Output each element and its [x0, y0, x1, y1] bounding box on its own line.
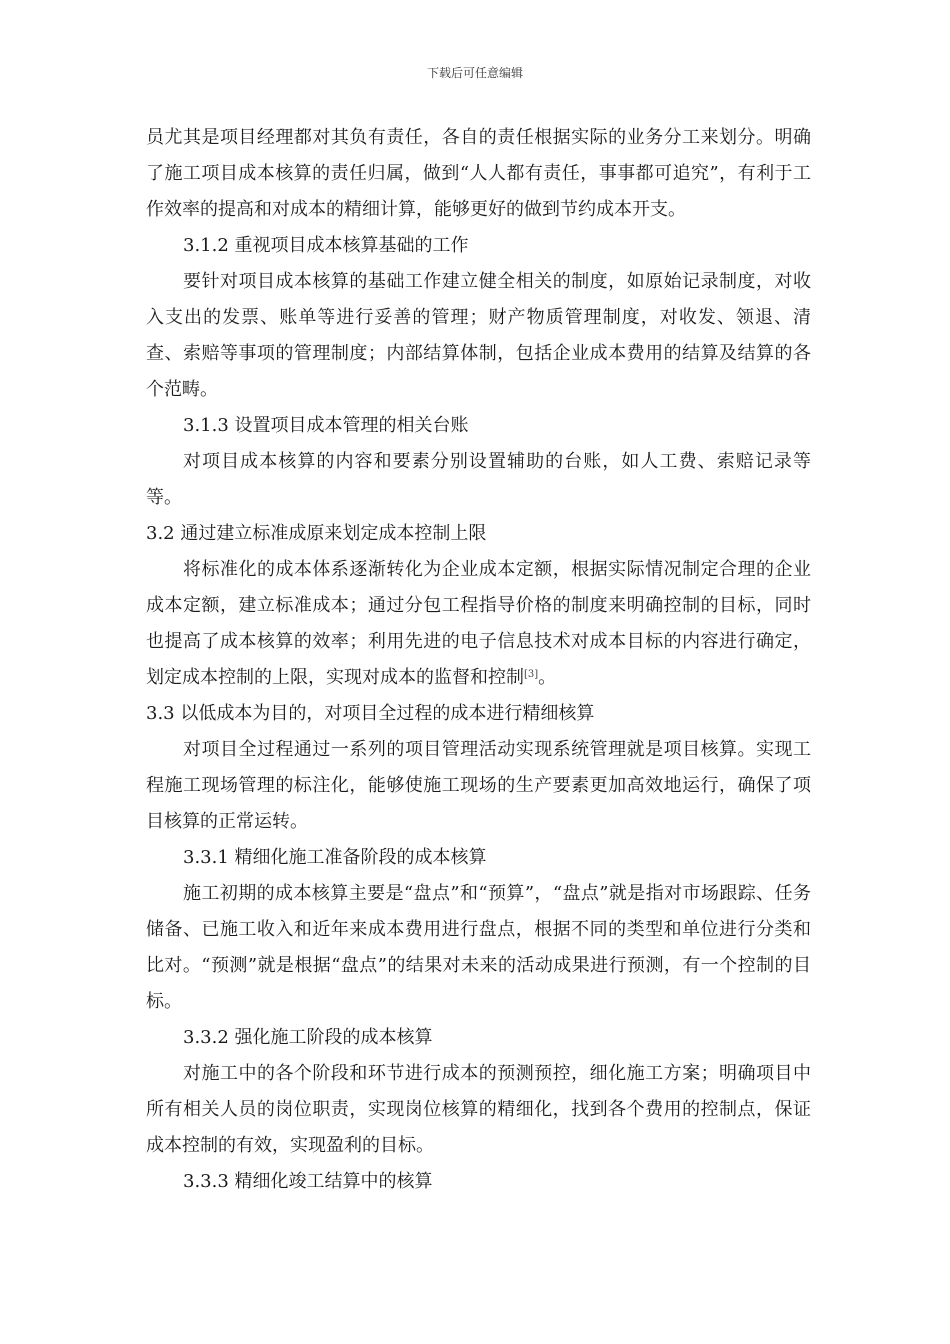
section-heading-3-3: 3.3 以低成本为目的，对项目全过程的成本进行精细核算	[146, 703, 595, 724]
paragraph-standard-cost-text: 将标准化的成本体系逐渐转化为企业成本定额，根据实际情况制定合理的企业成本定额，建立标准成本；通过分包工程指导价格的制度来明确控制的目标，同时也提高了成本核算的效率；利用先进的电子信息技术对成本目标的内容进行确定，划定成本控制的上限，实现对成本的监督和控制	[146, 559, 811, 688]
paragraph-ledger: 对项目成本核算的内容和要素分别设置辅助的台账，如人工费、索赔记录等等。	[146, 451, 811, 508]
document-body	[146, 120, 811, 1200]
section-heading-3-1-3: 3.1.3 设置项目成本管理的相关台账	[183, 415, 469, 436]
section-heading-3-3-1: 3.3.1 精细化施工准备阶段的成本核算	[183, 847, 487, 868]
section-heading-3-3-2: 3.3.2 强化施工阶段的成本核算	[183, 1027, 433, 1048]
paragraph-basic-work: 要针对项目成本核算的基础工作建立健全相关的制度，如原始记录制度，对收入支出的发票、账单等进行妥善的管理；财产物质管理制度，对收发、领退、清查、索赔等事项的管理制度；内部结算体制，包括企业成本费用的结算及结算的各个范畴。	[146, 271, 811, 400]
paragraph-standard-cost-tail: 。	[538, 667, 557, 688]
paragraph-responsibility: 员尤其是项目经理都对其负有责任，各自的责任根据实际的业务分工来划分。明确了施工项目成本核算的责任归属，做到“人人都有责任，事事都可追究”，有利于工作效率的提高和对成本的精细计算，能够更好的做到节约成本开支。	[146, 127, 811, 220]
citation-ref: [3]	[524, 669, 539, 680]
section-heading-3-3-3: 3.3.3 精细化竣工结算中的核算	[183, 1171, 433, 1192]
paragraph-full-process: 对项目全过程通过一系列的项目管理活动实现系统管理就是项目核算。实现工程施工现场管理的标注化，能够使施工现场的生产要素更加高效地运行，确保了项目核算的正常运转。	[146, 739, 811, 832]
page-header: 下载后可任意编辑	[426, 66, 523, 80]
paragraph-preparation: 施工初期的成本核算主要是“盘点”和“预算”，“盘点”就是指对市场跟踪、任务储备、已施工收入和近年来成本费用进行盘点，根据不同的类型和单位进行分类和比对。“预测”就是根据“盘点”的结果对未来的活动成果进行预测，有一个控制的目标。	[146, 883, 811, 1012]
section-heading-3-2: 3.2 通过建立标准成原来划定成本控制上限	[146, 523, 487, 544]
paragraph-construction-stage: 对施工中的各个阶段和环节进行成本的预测预控，细化施工方案；明确项目中所有相关人员的岗位职责，实现岗位核算的精细化，找到各个费用的控制点，保证成本控制的有效，实现盈利的目标。	[146, 1063, 811, 1156]
paragraph-standard-cost	[146, 552, 811, 696]
section-heading-3-1-2: 3.1.2 重视项目成本核算基础的工作	[183, 235, 469, 256]
